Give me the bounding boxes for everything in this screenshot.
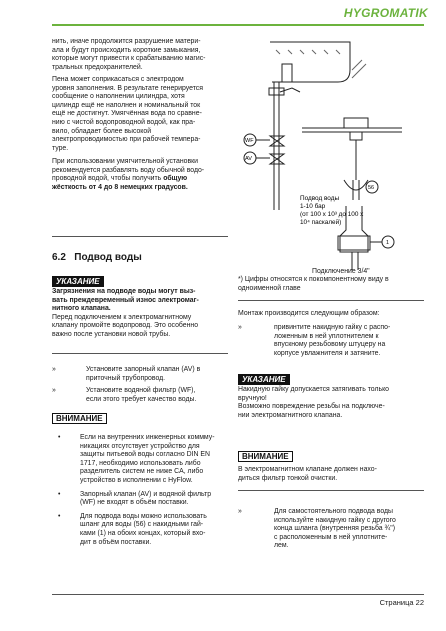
list-item: • Если на внутренних инженерных коммму- никациях отсутствует устройство для защиты питьевой воды согласно DIN EN 1717, необходимо использовать либо разделитель систем не ниже CA, либо устройство в исполнении с HyFlow. — [58, 434, 215, 484]
supply-line-1: Подвод воды — [300, 195, 340, 202]
note-paragraph-left: Загрязнения на подводе воды могут выз- вать преждевременный износ электромаг- нитного клапана. Перед подключением к электромагнитному клапану промойте водопровод. Это особенно важно после установки новой трубы. — [52, 288, 199, 338]
divider-2 — [52, 353, 228, 354]
footer-rule — [52, 594, 424, 595]
step-item: » Установите водяной фильтр (WF), если этого требует качество воды. — [52, 387, 197, 403]
attention-paragraph-right: В электромагнитном клапане должен нахо- диться фильтр тонкой очистки. — [238, 466, 377, 482]
mount-step: » привинтите накидную гайку с распо- ложенным в ней уплотнителем к впускному резьбовому штуцеру на корпусе увлажнителя и затяните. — [238, 324, 391, 357]
note-badge-right: УКАЗАНИЕ — [238, 369, 290, 387]
section-divider — [52, 236, 228, 237]
softener-paragraph: При использовании умягчительной установки рекомендуется разбавлять воду обычной водо- проводной водой, чтобы получить общую жёсткость от 4 до 8 немецких градусов. — [52, 158, 205, 191]
divider-right-1 — [238, 300, 424, 301]
note-paragraph-right: Накидную гайку допускается затягивать только вручную! Возможно повреждение резьбы на подключе- нии электромагнитного клапана. — [238, 386, 389, 419]
intro-paragraph: нить, иначе продолжится разрушение матери- ала и будут происходить короткие замыкания, которые могут привести к срабатыванию магис- тральных предохранителей. — [52, 38, 206, 71]
attention-badge-right: ВНИМАНИЕ — [238, 446, 293, 464]
humidifier-housing — [270, 42, 366, 82]
lower-connection — [338, 206, 394, 270]
supply-line-2: 1-10 бар — [300, 203, 326, 210]
mounting-plate — [302, 118, 402, 190]
header-rule — [52, 24, 424, 26]
bullet-list — [52, 434, 228, 547]
hygromatik-logo: HYGROMATIK — [343, 6, 428, 20]
divider-right-2 — [238, 490, 424, 491]
supply-line-4: 10⁴ паскалей) — [300, 219, 342, 226]
step-item: » Установите запорный клапан (AV) в приточный трубопровод. — [52, 366, 201, 382]
supply-line-3: (от 100 х 10³ до 100 х — [300, 211, 364, 218]
label-56: 56 — [368, 185, 375, 191]
list-item: • Запорный клапан (AV) и водяной фильтр (WF) не входят в объём поставки. — [58, 490, 212, 507]
attention-badge-left: ВНИМАНИЕ — [52, 408, 107, 426]
list-item: • Для подвода воды можно использовать шланг для воды (56) с накидными гай- ками (1) на обоих концах, который вхо- дит в объём поставки. — [58, 512, 207, 546]
page-number: Страница 22 — [379, 598, 424, 607]
section-heading: 6.2 Подвод воды — [52, 252, 142, 263]
final-step: » Для самостоятельного подвода воды используйте накидную гайку с другого конца шланга (внутренняя резьба ¾") с расположенным в ней уплотните- лем. — [238, 508, 396, 550]
mount-intro: Монтаж производится следующим образом: — [238, 310, 380, 317]
footnote: *) Цифры относятся к покомпонентному виду в одноименной главе — [238, 276, 389, 292]
av-label: AV — [245, 156, 252, 162]
step-list-left — [52, 366, 228, 404]
label-1: 1 — [386, 240, 390, 246]
connection-label: Подключение 3/4" — [312, 268, 370, 275]
wf-label: WF — [245, 138, 254, 144]
water-connection-figure — [232, 30, 428, 276]
note-badge-left: УКАЗАНИЕ — [52, 271, 104, 289]
foam-paragraph: Пена может соприкасаться с электродом уровня заполнения. В результате генерируется сообщение о наполнении цилиндра, хотя цилиндр ещё не наполнен и номинальный ток ещё не достигнут. Умягчённая вода по сравне- нию с чистой водопроводной водой, как пра- вило, обладает более высокой электропроводимостью при рабочей темпера- туре. — [52, 76, 203, 152]
